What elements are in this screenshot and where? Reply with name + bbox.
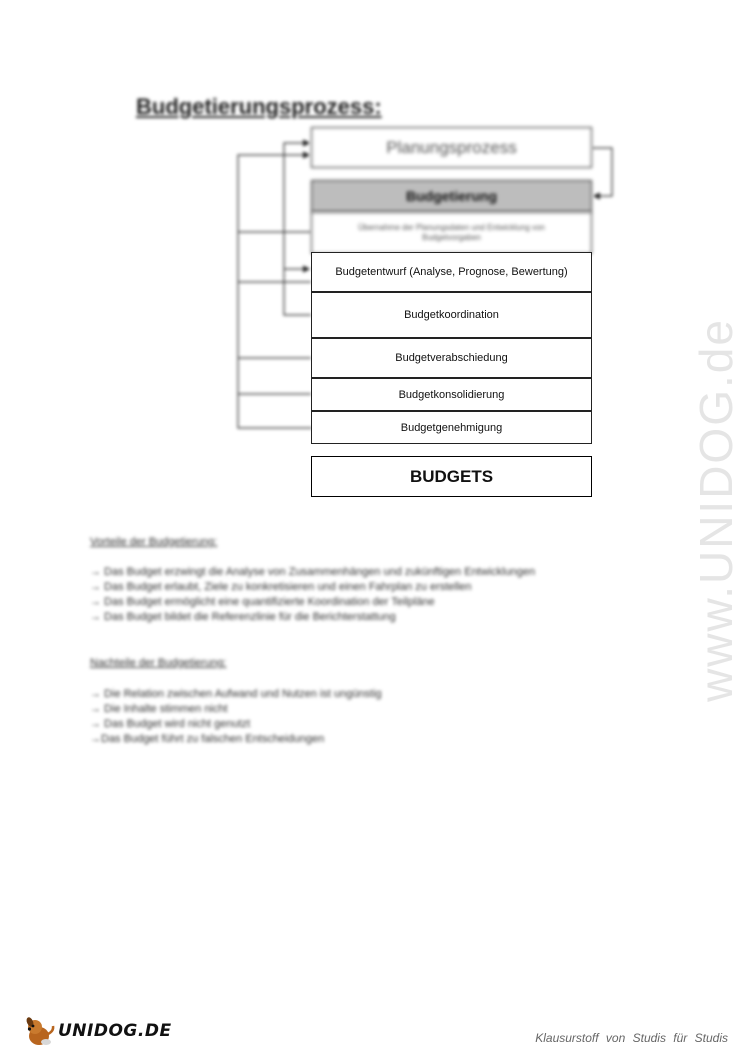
dog-mascot-icon bbox=[22, 1014, 56, 1048]
disadvantages-heading: Nachteile der Budgetierung: bbox=[90, 657, 227, 669]
feedback-inner-connector bbox=[284, 143, 311, 315]
advantage-item: → Das Budget erlaubt, Ziele zu konkretisieren und einen Fahrplan zu erstellen bbox=[90, 581, 472, 593]
disadvantage-item: → Die Relation zwischen Aufwand und Nutzen ist ungünstig bbox=[90, 688, 382, 700]
advantages-heading: Vorteile der Budgetierung: bbox=[90, 536, 218, 548]
disadvantage-item: → Die Inhalte stimmen nicht bbox=[90, 703, 228, 715]
budgets-result-box: BUDGETS bbox=[311, 456, 592, 497]
disadvantage-item: →Das Budget führt zu falschen Entscheidungen bbox=[90, 733, 325, 745]
footer-slogan: Klausurstoff von Studis für Studis bbox=[535, 1031, 728, 1045]
loop-right-connector bbox=[592, 148, 612, 196]
step-budgetentwurf: Budgetentwurf (Analyse, Prognose, Bewertung) bbox=[311, 252, 592, 292]
budgeting-subtitle-box: Übernahme der Planungsdaten und Entwicklung von Budgetvorgaben bbox=[311, 212, 592, 254]
advantages-list bbox=[90, 565, 660, 625]
feedback-outer-connector bbox=[238, 155, 312, 428]
planning-process-box: Planungsprozess bbox=[311, 127, 592, 168]
advantage-item: → Das Budget bildet die Referenzlinie für die Berichterstattung bbox=[90, 611, 396, 623]
step-budgetgenehmigung: Budgetgenehmigung bbox=[311, 411, 592, 444]
step-budgetkonsolidierung: Budgetkonsolidierung bbox=[311, 378, 592, 411]
watermark: www.UNIDOG.de bbox=[690, 318, 742, 702]
step-budgetverabschiedung: Budgetverabschiedung bbox=[311, 338, 592, 378]
disadvantage-item: → Das Budget wird nicht genutzt bbox=[90, 718, 251, 730]
unidog-logo[interactable] bbox=[22, 1014, 172, 1048]
disadvantages-list bbox=[90, 687, 660, 747]
logo-text: UNIDOG.DE bbox=[58, 1021, 172, 1041]
step-budgetkoordination: Budgetkoordination bbox=[311, 292, 592, 338]
advantage-item: → Das Budget erzwingt die Analyse von Zusammenhängen und zukünftigen Entwicklungen bbox=[90, 566, 536, 578]
page-title: Budgetierungsprozess: bbox=[136, 94, 382, 119]
budgeting-header-box: Budgetierung bbox=[311, 180, 592, 212]
advantage-item: → Das Budget ermöglicht eine quantifizierte Koordination der Teilpläne bbox=[90, 596, 435, 608]
